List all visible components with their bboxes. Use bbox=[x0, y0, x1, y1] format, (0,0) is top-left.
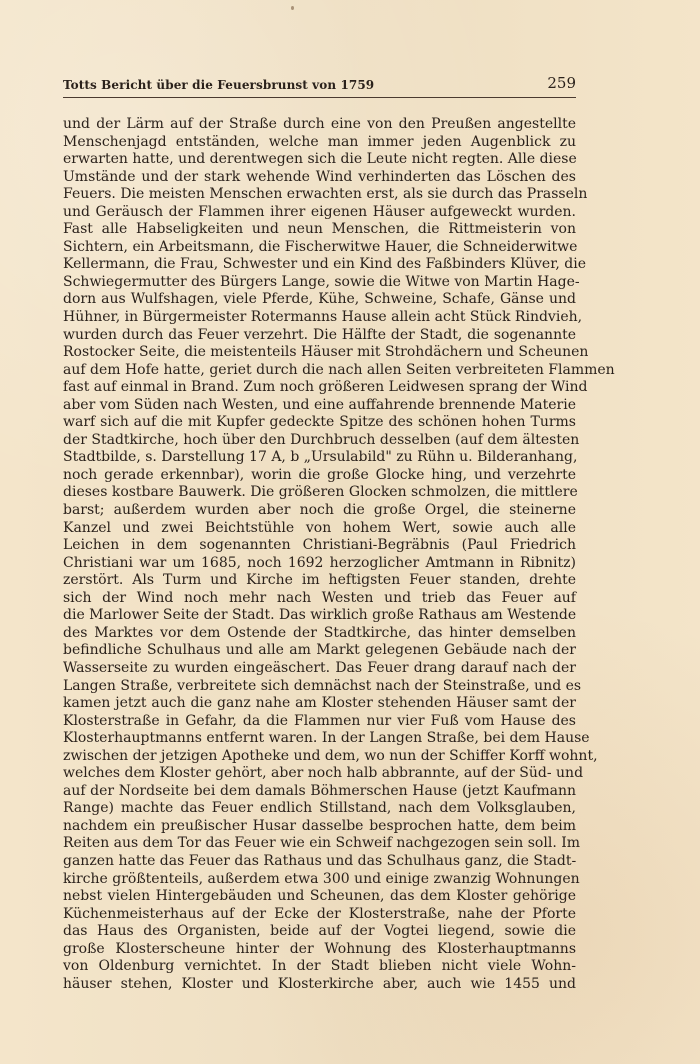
text-line: Rostocker Seite, die meistenteils Häuser mit Strohdächern und Scheunen bbox=[63, 344, 589, 361]
text-line: auf dem Hofe hatte, geriet durch die nach allen Seiten verbreiteten Flammen bbox=[63, 361, 615, 378]
text-line: dieses kostbare Bauwerk. Die größeren Glocken schmolzen, die mittlere bbox=[63, 484, 578, 501]
text-line: Schwiegermutter des Bürgers Lange, sowie die Witwe von Martin Hage- bbox=[63, 273, 580, 290]
text-line: Feuers. Die meisten Menschen erwachten erst, als sie durch das Prasseln bbox=[63, 186, 588, 203]
page-number: 259 bbox=[547, 74, 576, 92]
text-line: Leichen in dem sogenannten Christiani-Begräbnis (Paul Friedrich bbox=[63, 537, 576, 554]
text-line: der Stadtkirche, hoch über den Durchbruch desselben (auf dem ältesten bbox=[63, 431, 580, 448]
text-line: Klosterhauptmanns entfernt waren. In der Langen Straße, bei dem Hause bbox=[63, 730, 590, 747]
text-line: erwarten hatte, und derentwegen sich die Leute nicht regten. Alle diese bbox=[63, 151, 577, 168]
text-line: wurden durch das Feuer verzehrt. Die Hälfte der Stadt, die sogenannte bbox=[63, 326, 576, 343]
text-line: Christiani war um 1685, noch 1692 herzoglicher Amtmann in Ribnitz) bbox=[63, 554, 576, 571]
text-line: nachdem ein preußischer Husar dasselbe besprochen hatte, dem beim bbox=[63, 817, 576, 834]
text-line: Klosterstraße in Gefahr, da die Flammen nur vier Fuß vom Hause des bbox=[63, 712, 576, 729]
text-line: Hühner, in Bürgermeister Rotermanns Hause allein acht Stück Rindvieh, bbox=[63, 309, 583, 326]
text-line: noch gerade erkennbar), worin die große Glocke hing, und verzehrte bbox=[63, 466, 576, 483]
header-divider bbox=[63, 97, 576, 98]
text-line: kirche größtenteils, außerdem etwa 300 und einige zwanzig Wohnungen bbox=[63, 870, 580, 887]
text-line: Reiten aus dem Tor das Feuer wie ein Schweif nachgezogen sein soll. Im bbox=[63, 835, 581, 852]
text-line: zwischen der jetzigen Apotheke und dem, wo nun der Schiffer Korff wohnt, bbox=[63, 747, 598, 764]
text-line: Langen Straße, verbreitete sich demnächst nach der Steinstraße, und es bbox=[63, 677, 582, 694]
text-line: von Oldenburg vernichtet. In der Stadt blieben nicht viele Wohn- bbox=[63, 958, 576, 975]
text-line: auf der Nordseite bei dem damals Böhmerschen Hause (jetzt Kaufmann bbox=[63, 782, 576, 799]
text-line: ganzen hatte das Feuer das Rathaus und das Schulhaus ganz, die Stadt- bbox=[63, 852, 577, 869]
text-line: zerstört. Als Turm und Kirche im heftigsten Feuer standen, drehte bbox=[63, 572, 576, 589]
text-line: barst; außerdem wurden aber noch die große Orgel, die steinerne bbox=[63, 502, 576, 519]
text-line: Kanzel und zwei Beichtstühle von hohem Wert, sowie auch alle bbox=[63, 519, 576, 536]
text-line: dorn aus Wulfshagen, viele Pferde, Kühe, Schweine, Schafe, Gänse und bbox=[63, 291, 576, 308]
text-line: sich der Wind noch mehr nach Westen und trieb das Feuer auf bbox=[63, 589, 576, 606]
text-line: Sichtern, ein Arbeitsmann, die Fischerwitwe Hauer, die Schneiderwitwe bbox=[63, 238, 578, 255]
text-line: Küchenmeisterhaus auf der Ecke der Klosterstraße, nahe der Pforte bbox=[63, 905, 576, 922]
text-line: Wasserseite zu wurden eingeäschert. Das Feuer drang darauf nach der bbox=[63, 659, 576, 676]
text-line: Kellermann, die Frau, Schwester und ein Kind des Faßbinders Klüver, die bbox=[63, 256, 586, 273]
text-line: und der Lärm auf der Straße durch eine von den Preußen angestellte bbox=[63, 116, 576, 132]
text-line: befindliche Schulhaus und alle am Markt gelegenen Gebäude nach der bbox=[63, 642, 576, 659]
text-line: kamen jetzt auch die ganz nahe am Kloster stehenden Häuser samt der bbox=[63, 695, 576, 712]
page-header bbox=[63, 74, 576, 93]
scan-speck bbox=[291, 6, 294, 10]
text-line: nebst vielen Hintergebäuden und Scheunen, das dem Kloster gehörige bbox=[63, 888, 576, 905]
text-line: Range) machte das Feuer endlich Stillstand, nach dem Volksglauben, bbox=[63, 800, 576, 817]
text-line: warf sich auf die mit Kupfer gedeckte Spitze des schönen hohen Turms bbox=[63, 414, 576, 431]
text-line: das Haus des Organisten, beide auf der Vogtei liegend, sowie die bbox=[63, 923, 576, 940]
text-line: Umstände und der stark wehende Wind verhinderten das Löschen des bbox=[63, 168, 576, 185]
body-text bbox=[63, 116, 615, 993]
text-line: große Klosterscheune hinter der Wohnung des Klosterhauptmanns bbox=[63, 940, 576, 957]
text-line: Menschenjagd entständen, welche man immer jeden Augenblick zu bbox=[63, 133, 576, 150]
text-line: und Geräusch der Flammen ihrer eigenen Häuser aufgeweckt wurden. bbox=[63, 203, 576, 220]
running-head: Totts Bericht über die Feuersbrunst von 1759 bbox=[63, 78, 375, 92]
text-line: des Marktes vor dem Ostende der Stadtkirche, das hinter demselben bbox=[63, 624, 576, 641]
text-line: Stadtbilde, s. Darstellung 17 A, b „Ursulabild" zu Rühn u. Bilderanhang, bbox=[63, 449, 578, 466]
text-line: Fast alle Habseligkeiten und neun Menschen, die Rittmeisterin von bbox=[63, 221, 576, 238]
text-line: häuser stehen, Kloster und Klosterkirche aber, auch wie 1455 und bbox=[63, 975, 576, 992]
text-line: aber vom Süden nach Westen, und eine auffahrende brennende Materie bbox=[63, 396, 576, 413]
text-line: welches dem Kloster gehört, aber noch halb abbrannte, auf der Süd- und bbox=[63, 765, 584, 782]
text-line: die Marlower Seite der Stadt. Das wirklich große Rathaus am Westende bbox=[63, 607, 577, 624]
text-line: fast auf einmal in Brand. Zum noch größeren Leidwesen sprang der Wind bbox=[63, 379, 588, 396]
